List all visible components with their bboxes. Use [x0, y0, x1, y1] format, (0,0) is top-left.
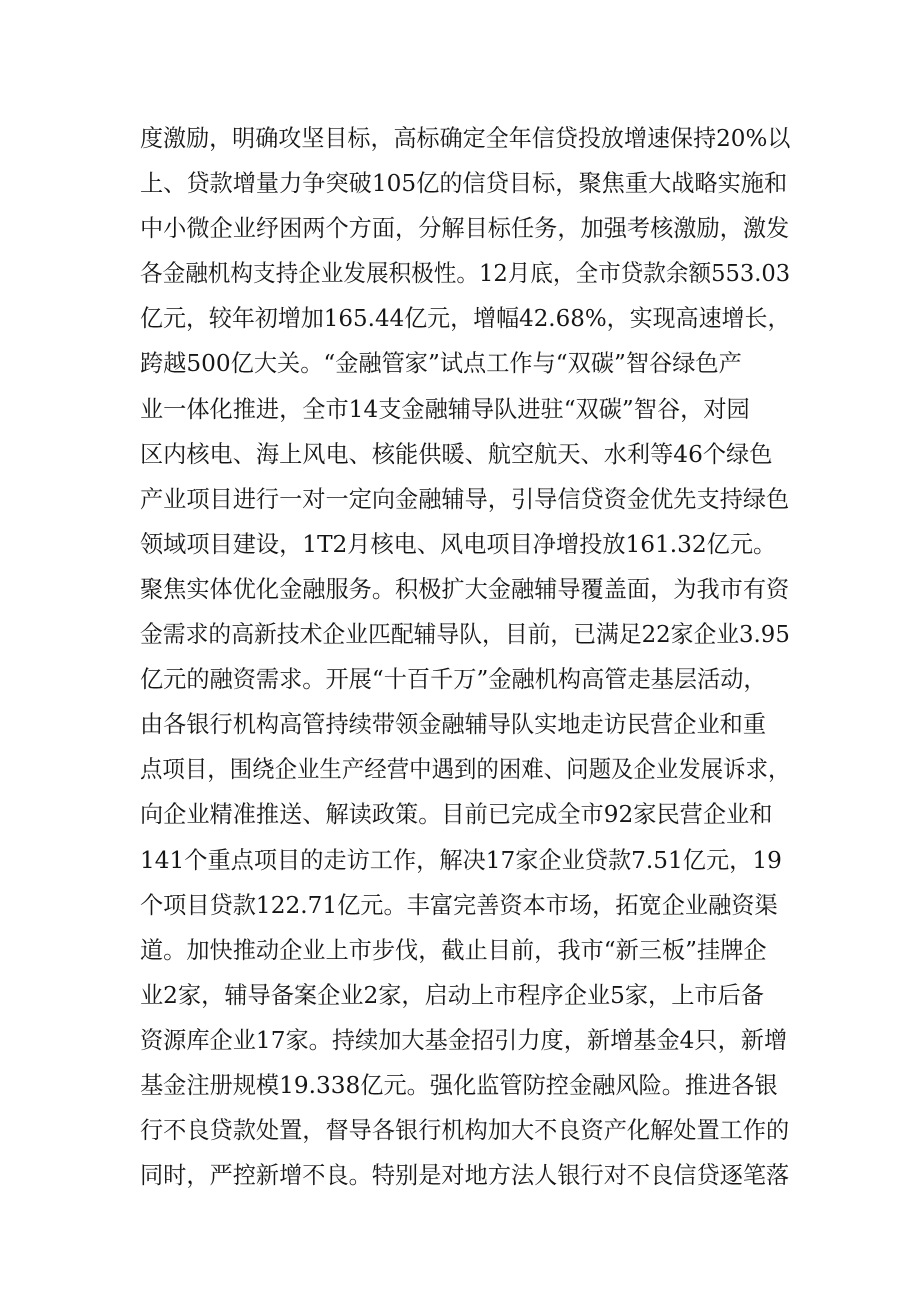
text-line: 跨越500亿大关。“金融管家”试点工作与“双碳”智谷绿色产: [140, 350, 742, 378]
text-line: 141个重点项目的走访工作，解决17家企业贷款7.51亿元，19: [140, 846, 782, 874]
text-line: 聚焦实体优化金融服务。积极扩大金融辅导覆盖面，为我市有资: [140, 575, 790, 603]
text-line: 基金注册规模19.338亿元。强化监管防控金融风险。推进各银: [140, 1071, 778, 1099]
text-line: 道。加快推动企业上市步伐，截止目前，我市“新三板”挂牌企: [140, 936, 767, 964]
text-line: 各金融机构支持企业发展积极性。12月底，全市贷款余额553.03: [140, 260, 791, 288]
text-line: 产业项目进行一对一定向金融辅导，引导信贷资金优先支持绿色: [140, 485, 790, 513]
text-line: 业一体化推进，全市14支金融辅导队进驻“双碳”智谷，对园: [140, 395, 750, 423]
text-line: 点项目，围绕企业生产经营中遇到的困难、问题及企业发展诉求，: [140, 756, 791, 784]
text-line: 亿元的融资需求。开展“十百千万”金融机构高管走基层活动，: [140, 666, 767, 694]
text-line: 度激励，明确攻坚目标，高标确定全年信贷投放增速保持20%以: [140, 125, 791, 152]
text-line: 中小微企业纾困两个方面，分解目标任务，加强考核激励，激发: [140, 215, 790, 243]
text-line: 行不良贷款处置，督导各银行机构加大不良资产化解处置工作的: [140, 1117, 790, 1145]
text-line: 区内核电、海上风电、核能供暖、航空航天、水利等46个绿色: [140, 440, 773, 468]
body-text: [140, 116, 790, 1198]
text-line: 同时，严控新增不良。特别是对地方法人银行对不良信贷逐笔落: [140, 1162, 790, 1190]
text-line: 个项目贷款122.71亿元。丰富完善资本市场，拓宽企业融资渠: [140, 891, 778, 919]
text-line: 领域项目建设，1T2月核电、风电项目净增投放161.32亿元。: [140, 530, 777, 558]
text-line: 由各银行机构高管持续带领金融辅导队实地走访民营企业和重: [140, 711, 767, 739]
text-line: 资源库企业17家。持续加大基金招引力度，新增基金4只，新增: [140, 1026, 788, 1054]
text-line: 亿元，较年初增加165.44亿元，增幅42.68%，实现高速增长，: [140, 305, 791, 333]
text-line: 上、贷款增量力争突破105亿的信贷目标，聚焦重大战略实施和: [140, 170, 788, 198]
text-line: 业2家，辅导备案企业2家，启动上市程序企业5家，上市后备: [140, 981, 764, 1009]
text-line: 向企业精准推送、解读政策。目前已完成全市92家民营企业和: [140, 801, 773, 829]
text-line: 金需求的高新技术企业匹配辅导队，目前，已满足22家企业3.95: [140, 621, 790, 649]
